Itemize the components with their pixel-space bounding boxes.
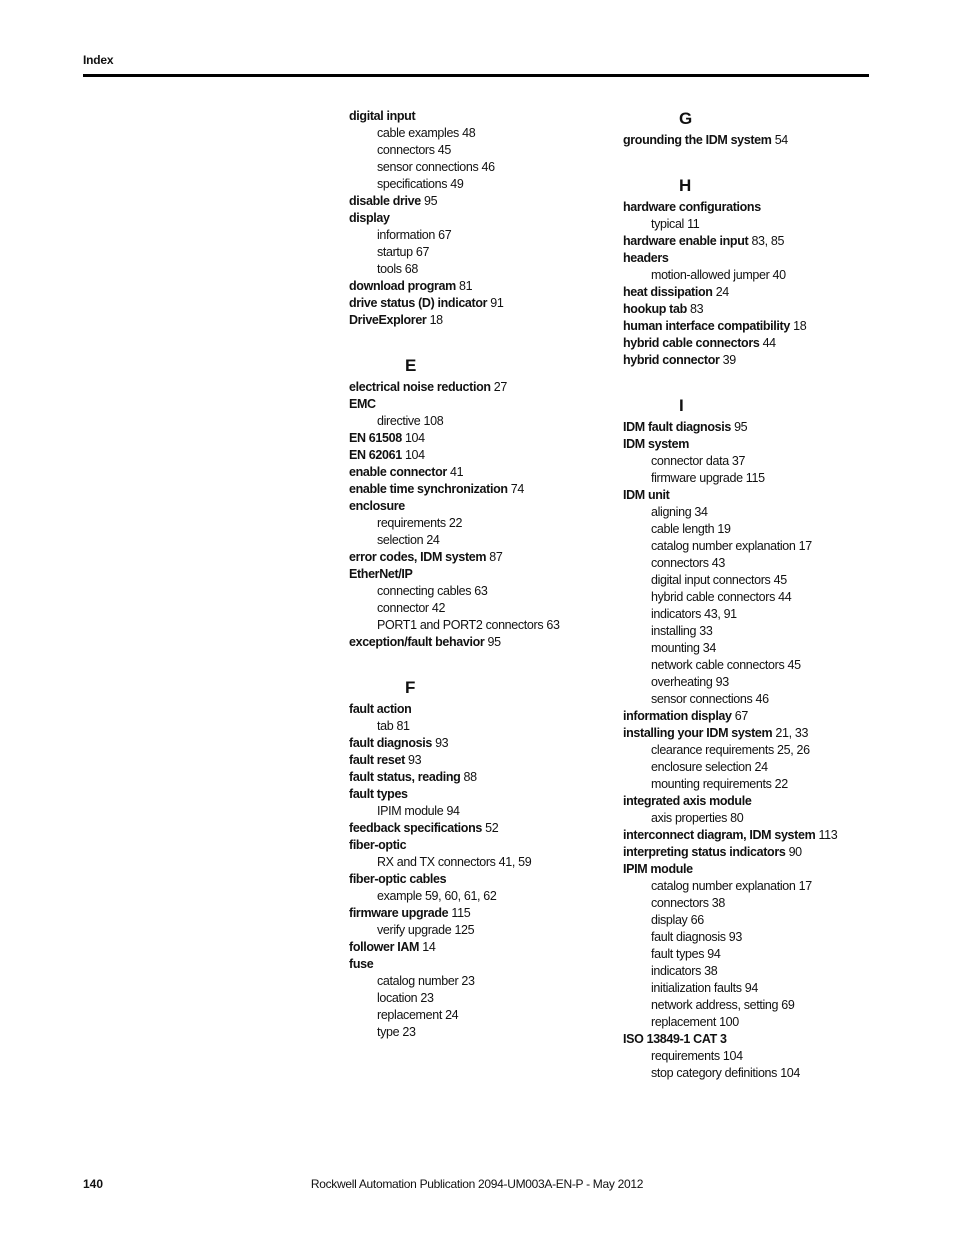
index-page-ref: 104 (722, 1049, 743, 1063)
index-page-ref: 104 (404, 448, 425, 462)
index-entry (349, 295, 619, 312)
index-entry (349, 837, 619, 854)
index-subentry (349, 159, 619, 176)
index-subentry (349, 854, 619, 871)
index-entry (349, 379, 619, 396)
index-subterm: requirements (651, 1049, 720, 1063)
index-page-ref: 115 (745, 471, 765, 485)
index-subentry (349, 413, 619, 430)
index-entry (349, 312, 619, 329)
index-page-ref: 66 (690, 913, 704, 927)
index-entry (623, 436, 893, 453)
index-subterm: connector data (651, 454, 729, 468)
index-subentry (623, 267, 893, 284)
index-entry (349, 193, 619, 210)
index-page-ref: 69 (781, 998, 795, 1012)
index-term: hookup tab (623, 302, 687, 316)
index-entry (349, 701, 619, 718)
index-subterm: IPIM module (377, 804, 444, 818)
index-page-ref: 93 (435, 736, 449, 750)
index-term: hardware enable input (623, 234, 749, 248)
index-subentry (623, 997, 893, 1014)
index-page-ref: 34 (702, 641, 716, 655)
index-page-ref: 25, 26 (777, 743, 810, 757)
index-page-ref: 63 (474, 584, 488, 598)
index-term: heat dissipation (623, 285, 713, 299)
index-term: download program (349, 279, 456, 293)
index-page-ref: 46 (755, 692, 769, 706)
index-subentry (349, 244, 619, 261)
index-subterm: connecting cables (377, 584, 472, 598)
index-term: EN 62061 (349, 448, 402, 462)
index-subentry (623, 895, 893, 912)
index-page-ref: 68 (404, 262, 418, 276)
index-term: display (349, 211, 390, 225)
index-subterm: stop category definitions (651, 1066, 778, 1080)
index-subterm: mounting (651, 641, 700, 655)
index-term: drive status (D) indicator (349, 296, 488, 310)
index-page-ref: 67 (734, 709, 748, 723)
index-subentry (349, 176, 619, 193)
index-subentry (349, 515, 619, 532)
index-entry (623, 233, 893, 250)
index-page-ref: 95 (487, 635, 501, 649)
index-subterm: overheating (651, 675, 713, 689)
index-subentry (349, 125, 619, 142)
index-entry (349, 464, 619, 481)
index-column-left (349, 108, 619, 1041)
index-entry (623, 301, 893, 318)
index-subentry (623, 453, 893, 470)
index-subentry (623, 504, 893, 521)
index-entry (349, 939, 619, 956)
index-subterm: cable examples (377, 126, 459, 140)
index-page-ref: 93 (408, 753, 422, 767)
index-page-ref: 45 (437, 143, 451, 157)
index-term: enclosure (349, 499, 405, 513)
index-subentry (349, 973, 619, 990)
index-subterm: connector (377, 601, 429, 615)
index-page-ref: 41, 59 (498, 855, 532, 869)
index-page-ref: 94 (707, 947, 721, 961)
index-subterm: indicators (651, 607, 701, 621)
index-page-ref: 44 (762, 336, 776, 350)
index-entry (349, 735, 619, 752)
index-subterm: tab (377, 719, 394, 733)
index-subterm: catalog number explanation (651, 539, 796, 553)
index-entry (349, 769, 619, 786)
index-page-ref: 27 (493, 380, 507, 394)
index-subterm: PORT1 and PORT2 connectors (377, 618, 544, 632)
index-term: fault status, reading (349, 770, 461, 784)
index-term: error codes, IDM system (349, 550, 487, 564)
index-subterm: verify upgrade (377, 923, 452, 937)
index-subterm: connectors (651, 896, 709, 910)
index-subterm: catalog number explanation (651, 879, 796, 893)
index-term: fault reset (349, 753, 405, 767)
index-subentry (623, 657, 893, 674)
index-page-ref: 40 (772, 268, 786, 282)
index-entry (623, 793, 893, 810)
index-subterm: installing (651, 624, 697, 638)
index-entry (349, 396, 619, 413)
index-subterm: sensor connections (377, 160, 479, 174)
index-page-ref: 94 (744, 981, 758, 995)
index-term: fuse (349, 957, 374, 971)
index-page-ref: 81 (459, 279, 473, 293)
index-page-ref: 48 (462, 126, 476, 140)
index-page-ref: 34 (694, 505, 708, 519)
index-page-ref: 83, 85 (751, 234, 785, 248)
index-entry (623, 250, 893, 267)
index-subentry (623, 521, 893, 538)
header-rule (83, 74, 869, 77)
index-subentry (623, 623, 893, 640)
index-subentry (623, 691, 893, 708)
index-subentry (349, 718, 619, 735)
index-subterm: connectors (651, 556, 709, 570)
index-term: IPIM module (623, 862, 693, 876)
index-term: interconnect diagram, IDM system (623, 828, 816, 842)
index-subentry (623, 963, 893, 980)
index-subterm: fault types (651, 947, 705, 961)
index-subentry (623, 946, 893, 963)
index-page-ref: 67 (415, 245, 430, 259)
index-page-ref: 24 (754, 760, 768, 774)
index-subterm: replacement (377, 1008, 442, 1022)
index-term: integrated axis module (623, 794, 752, 808)
index-entry (623, 284, 893, 301)
index-subterm: enclosure selection (651, 760, 752, 774)
index-subterm: catalog number (377, 974, 459, 988)
index-page-ref: 115 (451, 906, 471, 920)
index-page-ref: 104 (404, 431, 425, 445)
index-subentry (349, 922, 619, 939)
index-page-ref: 94 (446, 804, 460, 818)
index-term: ISO 13849-1 CAT 3 (623, 1032, 727, 1046)
index-page-ref: 22 (448, 516, 463, 530)
publication-info: Rockwell Automation Publication 2094-UM003A-EN-P - May 2012 (310, 1177, 644, 1191)
index-subterm: display (651, 913, 688, 927)
index-term: fiber-optic (349, 838, 407, 852)
index-subentry (623, 742, 893, 759)
index-page-ref: 93 (728, 930, 743, 944)
index-entry (623, 318, 893, 335)
index-subterm: connectors (377, 143, 435, 157)
index-term: DriveExplorer (349, 313, 427, 327)
index-column-right (623, 108, 893, 1082)
index-entry (623, 708, 893, 725)
index-entry (349, 108, 619, 125)
index-term: fault action (349, 702, 412, 716)
index-page-ref: 14 (422, 940, 436, 954)
index-entry (349, 549, 619, 566)
index-term: IDM system (623, 437, 689, 451)
index-subterm: firmware upgrade (651, 471, 743, 485)
index-page-ref: 93 (715, 675, 729, 689)
index-letter-heading: H (679, 176, 692, 195)
index-term: hybrid cable connectors (623, 336, 760, 350)
index-entry (349, 210, 619, 227)
index-term: IDM fault diagnosis (623, 420, 731, 434)
index-page-ref: 100 (719, 1015, 739, 1029)
index-term: grounding the IDM system (623, 133, 772, 147)
index-page-ref: 38 (711, 896, 725, 910)
index-subentry (349, 583, 619, 600)
index-subentry (623, 606, 893, 623)
index-subterm: specifications (377, 177, 448, 191)
index-page-ref: 22 (774, 777, 788, 791)
index-page-ref: 54 (774, 133, 788, 147)
index-term: electrical noise reduction (349, 380, 491, 394)
index-subterm: type (377, 1025, 400, 1039)
index-subentry (349, 227, 619, 244)
index-entry (349, 956, 619, 973)
index-subterm: hybrid cable connectors (651, 590, 775, 604)
index-page-ref: 43, 91 (704, 607, 737, 621)
index-term: information display (623, 709, 732, 723)
index-page-ref: 23 (461, 974, 475, 988)
index-subterm: replacement (651, 1015, 716, 1029)
index-subentry (623, 640, 893, 657)
index-subentry (349, 261, 619, 278)
index-entry (349, 447, 619, 464)
index-term: disable drive (349, 194, 421, 208)
index-page-ref: 88 (463, 770, 477, 784)
index-subterm: network cable connectors (651, 658, 785, 672)
index-page-ref: 83 (689, 302, 704, 316)
index-subterm: selection (377, 533, 424, 547)
index-subentry (623, 810, 893, 827)
index-subterm: initialization faults (651, 981, 742, 995)
index-entry (349, 871, 619, 888)
index-page-ref: 11 (687, 217, 700, 231)
index-subentry (623, 1048, 893, 1065)
index-entry (623, 861, 893, 878)
index-entry (349, 430, 619, 447)
index-page-ref: 91 (490, 296, 504, 310)
index-subentry (349, 600, 619, 617)
index-subentry (349, 617, 619, 634)
index-page-ref: 87 (489, 550, 503, 564)
index-term: follower IAM (349, 940, 420, 954)
index-term: enable time synchronization (349, 482, 508, 496)
index-page-ref: 39 (722, 353, 736, 367)
index-page-ref: 33 (699, 624, 713, 638)
index-subentry (623, 538, 893, 555)
index-entry (349, 278, 619, 295)
index-page-ref: 90 (788, 845, 802, 859)
index-term: feedback specifications (349, 821, 482, 835)
index-entry (349, 786, 619, 803)
index-subterm: motion-allowed jumper (651, 268, 770, 282)
index-page-ref: 24 (715, 285, 729, 299)
index-page-ref: 95 (424, 194, 438, 208)
index-subentry (623, 674, 893, 691)
index-page-ref: 104 (780, 1066, 800, 1080)
index-term: EMC (349, 397, 376, 411)
index-subterm: startup (377, 245, 413, 259)
index-term: interpreting status indicators (623, 845, 786, 859)
index-page-ref: 63 (546, 618, 560, 632)
index-subterm: aligning (651, 505, 692, 519)
index-subterm: information (377, 228, 435, 242)
index-entry (349, 820, 619, 837)
index-page-ref: 43 (711, 556, 725, 570)
index-subentry (623, 216, 893, 233)
index-page-ref: 46 (481, 160, 495, 174)
index-subentry (349, 888, 619, 905)
index-entry (623, 487, 893, 504)
index-subterm: network address, setting (651, 998, 779, 1012)
section-header: Index (83, 53, 114, 67)
index-term: hardware configurations (623, 200, 761, 214)
index-page-ref: 23 (420, 991, 434, 1005)
index-page-ref: 74 (510, 482, 524, 496)
index-page-ref: 45 (787, 658, 801, 672)
index-page-ref: 17 (798, 539, 812, 553)
index-entry (623, 1031, 893, 1048)
index-subterm: location (377, 991, 418, 1005)
index-entry (623, 352, 893, 369)
index-page-ref: 42 (431, 601, 446, 615)
index-letter-heading: E (405, 356, 417, 375)
index-page-ref: 44 (778, 590, 792, 604)
index-subterm: digital input connectors (651, 573, 771, 587)
index-term: enable connector (349, 465, 447, 479)
index-subentry (623, 759, 893, 776)
index-term: fiber-optic cables (349, 872, 447, 886)
index-subterm: example (377, 889, 422, 903)
index-letter-heading: F (405, 678, 416, 697)
index-entry (623, 844, 893, 861)
index-subentry (623, 878, 893, 895)
index-page-ref: 21, 33 (775, 726, 809, 740)
index-page-ref: 52 (485, 821, 499, 835)
index-subterm: cable length (651, 522, 715, 536)
index-subterm: requirements (377, 516, 446, 530)
index-page-ref: 19 (717, 522, 731, 536)
index-term: IDM unit (623, 488, 670, 502)
index-entry (349, 481, 619, 498)
index-subentry (623, 470, 893, 487)
index-subentry (349, 803, 619, 820)
index-subentry (623, 1014, 893, 1031)
index-term: exception/fault behavior (349, 635, 485, 649)
index-entry (623, 725, 893, 742)
index-subterm: sensor connections (651, 692, 753, 706)
index-subentry (623, 572, 893, 589)
index-page-ref: 18 (429, 313, 443, 327)
index-page-ref: 17 (798, 879, 812, 893)
index-term: hybrid connector (623, 353, 720, 367)
index-page-ref: 45 (773, 573, 787, 587)
index-subentry (349, 1024, 619, 1041)
index-subentry (349, 990, 619, 1007)
index-page-ref: 67 (438, 228, 452, 242)
index-page-ref: 125 (454, 923, 475, 937)
index-page-ref: 49 (450, 177, 464, 191)
index-subterm: directive (377, 414, 421, 428)
index-term: EN 61508 (349, 431, 402, 445)
page-number: 140 (83, 1177, 104, 1191)
index-page-ref: 41 (450, 465, 464, 479)
index-page-ref: 24 (445, 1008, 459, 1022)
index-subterm: typical (651, 217, 684, 231)
index-page-ref: 38 (704, 964, 718, 978)
index-term: firmware upgrade (349, 906, 449, 920)
index-page-ref: 81 (396, 719, 410, 733)
index-entry (349, 498, 619, 515)
index-term: digital input (349, 109, 416, 123)
index-subterm: RX and TX connectors (377, 855, 496, 869)
index-term: installing your IDM system (623, 726, 773, 740)
index-entry (623, 419, 893, 436)
index-entry (349, 634, 619, 651)
index-page-ref: 95 (734, 420, 748, 434)
index-subentry (623, 776, 893, 793)
index-entry (349, 905, 619, 922)
index-page-ref: 80 (730, 811, 744, 825)
index-subterm: clearance requirements (651, 743, 774, 757)
index-term: headers (623, 251, 669, 265)
index-subentry (623, 929, 893, 946)
index-term: fault diagnosis (349, 736, 432, 750)
index-entry (623, 827, 893, 844)
index-letter-heading: I (679, 396, 684, 415)
index-page-ref: 24 (426, 533, 440, 547)
index-subterm: fault diagnosis (651, 930, 726, 944)
index-term: EtherNet/IP (349, 567, 413, 581)
index-term: human interface compatibility (623, 319, 790, 333)
index-term: fault types (349, 787, 408, 801)
index-entry (349, 566, 619, 583)
index-subentry (623, 912, 893, 929)
index-page-ref: 113 (818, 828, 838, 842)
index-subentry (623, 555, 893, 572)
index-entry (623, 335, 893, 352)
index-page-ref: 23 (402, 1025, 416, 1039)
index-page-ref: 59, 60, 61, 62 (424, 889, 497, 903)
index-subterm: tools (377, 262, 402, 276)
index-subentry (349, 532, 619, 549)
index-subentry (349, 1007, 619, 1024)
index-entry (623, 132, 893, 149)
index-page-ref: 18 (793, 319, 807, 333)
index-page-ref: 37 (731, 454, 746, 468)
index-subentry (623, 1065, 893, 1082)
index-subentry (623, 589, 893, 606)
index-entry (349, 752, 619, 769)
index-subterm: mounting requirements (651, 777, 772, 791)
index-subterm: indicators (651, 964, 701, 978)
index-letter-heading: G (679, 109, 693, 128)
index-subterm: axis properties (651, 811, 728, 825)
index-subentry (623, 980, 893, 997)
index-entry (623, 199, 893, 216)
index-subentry (349, 142, 619, 159)
index-page-ref: 108 (423, 414, 444, 428)
